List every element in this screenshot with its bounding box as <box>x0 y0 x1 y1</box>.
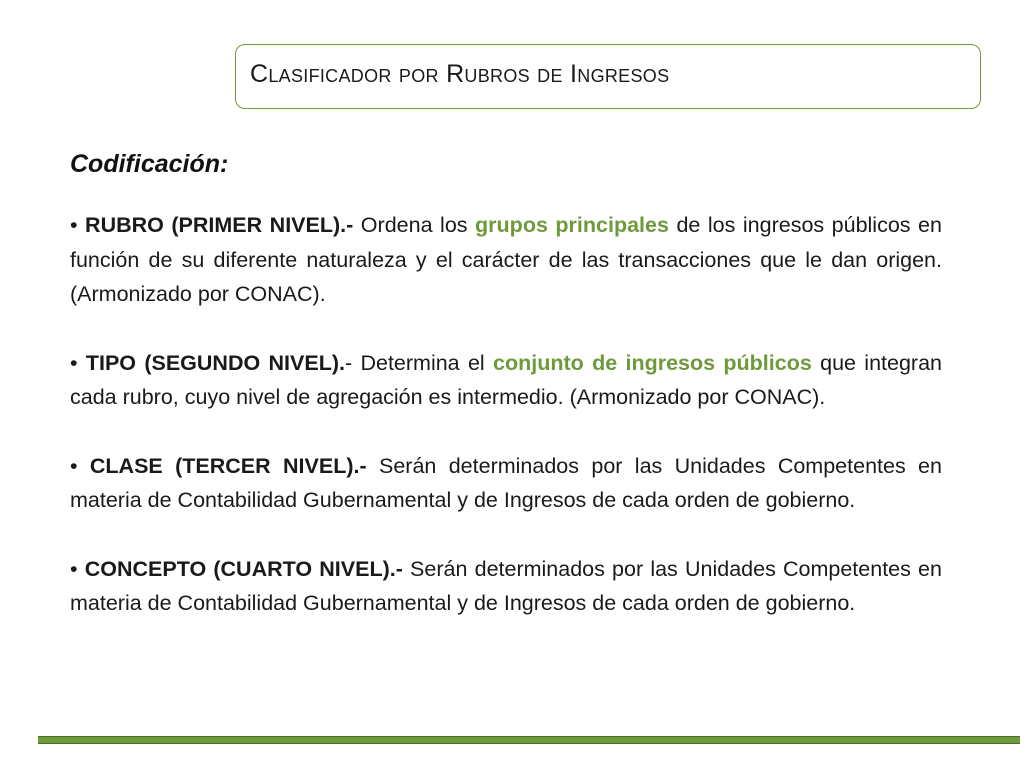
bullet-icon: • <box>70 213 78 237</box>
item-highlight: grupos principales <box>475 213 669 237</box>
item-text: que integran cada rubro, cuyo nivel de agregación es intermedio. (Armonizado por CONAC). <box>70 350 942 409</box>
item-term: CONCEPTO (CUARTO NIVEL).- <box>84 556 403 581</box>
footer-divider <box>38 736 1020 744</box>
list-item-concepto <box>70 552 942 621</box>
item-highlight: conjunto de ingresos públicos <box>493 350 812 375</box>
title-box <box>235 44 981 109</box>
item-term: TIPO (SEGUNDO NIVEL). <box>85 350 345 375</box>
item-text: - Determina el <box>344 350 493 375</box>
item-text: de los ingresos públicos en función de su diferente naturaleza y el carácter de las transacciones que le dan origen. (Armonizado por CONAC). <box>70 213 942 306</box>
item-text: Ordena los <box>353 213 476 237</box>
item-text: Serán determinados por las Unidades Competentes en materia de Contabilidad Gubernamental y de Ingresos de cada orden de gobierno. <box>70 556 942 615</box>
bullet-list <box>70 208 942 655</box>
section-subtitle: Codificación: <box>70 150 229 178</box>
item-text: Serán determinados por las Unidades Competentes en materia de Contabilidad Gubernamental y de Ingresos de cada orden de gobierno. <box>70 453 942 512</box>
slide-title: Clasificador por Rubros de Ingresos <box>250 60 670 88</box>
bullet-icon: • <box>70 350 78 375</box>
item-term: CLASE (TERCER NIVEL).- <box>89 453 367 478</box>
bullet-icon: • <box>70 453 78 478</box>
list-item-rubro <box>70 208 942 312</box>
item-term: RUBRO (PRIMER NIVEL).- <box>85 213 354 237</box>
list-item-tipo <box>70 346 942 415</box>
bullet-icon: • <box>70 556 78 581</box>
list-item-clase <box>70 449 942 518</box>
